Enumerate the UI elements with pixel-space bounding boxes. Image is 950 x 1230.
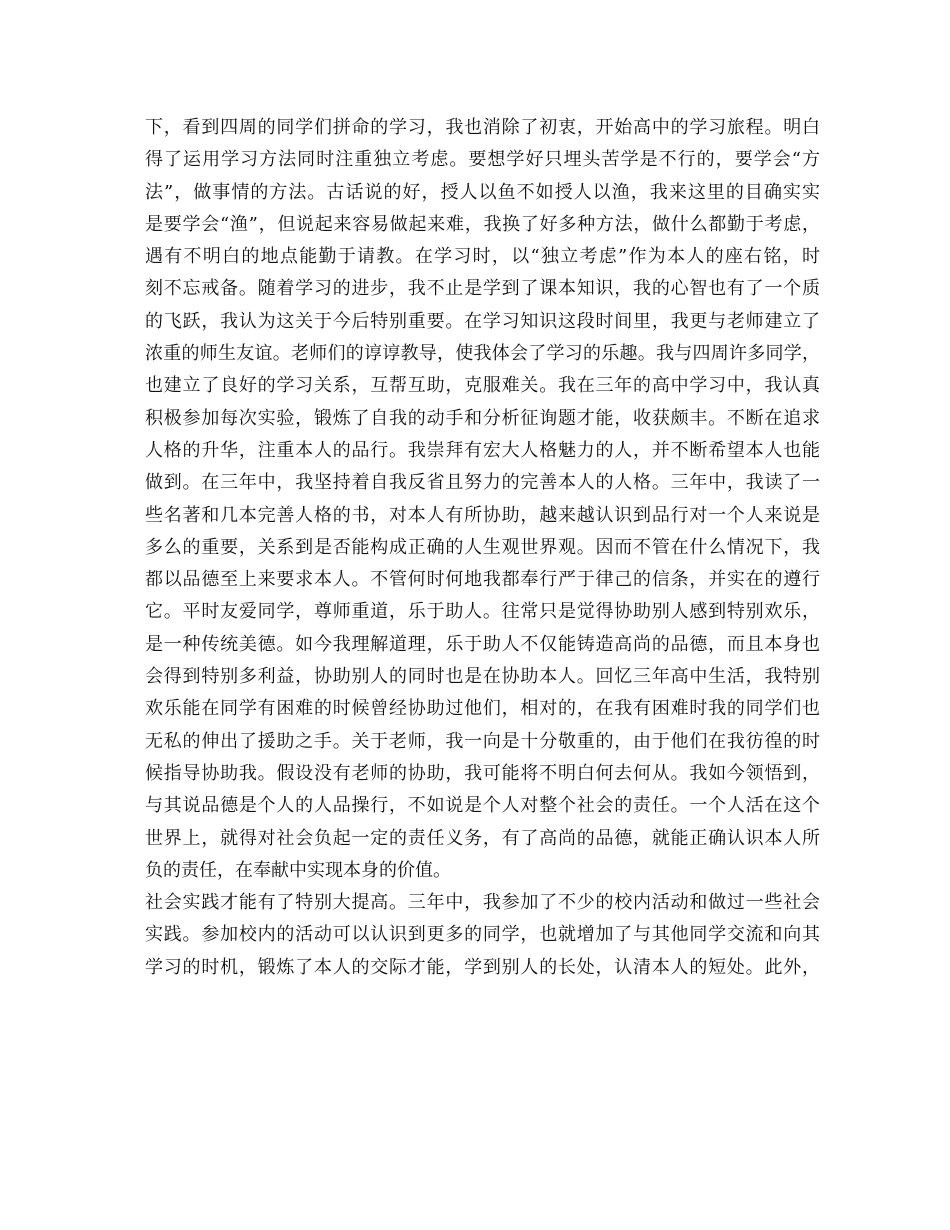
text-line: 也建立了良好的学习关系，互帮互助，克服难关。我在三年的高中学习中，我认真 xyxy=(145,375,820,397)
text-line: 是一种传统美德。如今我理解道理，乐于助人不仅能铸造高尚的品德，而且本身也 xyxy=(145,633,820,655)
text-line: 欢乐能在同学有困难的时候曾经协助过他们，相对的，在我有困难时我的同学们也 xyxy=(145,698,820,720)
text-line: 得了运用学习方法同时注重独立考虑。要想学好只埋头苦学是不行的，要学会“方 xyxy=(145,149,820,171)
text-line: 积极参加每次实验，锻炼了自我的动手和分析征询题才能，收获颇丰。不断在追求 xyxy=(145,407,820,429)
text-line: 无私的伸出了援助之手。关于老师，我一向是十分敬重的，由于他们在我彷徨的时 xyxy=(145,730,820,752)
text-line: 的飞跃，我认为这关于今后特别重要。在学习知识这段时间里，我更与老师建立了 xyxy=(145,310,820,332)
text-line: 做到。在三年中，我坚持着自我反省且努力的完善本人的人格。三年中，我读了一 xyxy=(145,472,820,494)
text-line: 世界上，就得对社会负起一定的责任义务，有了高尚的品德，就能正确认识本人所 xyxy=(145,827,820,849)
text-line: 实践。参加校内的活动可以认识到更多的同学，也就增加了与其他同学交流和向其 xyxy=(145,924,820,946)
text-line: 社会实践才能有了特别大提高。三年中，我参加了不少的校内活动和做过一些社会 xyxy=(145,892,820,914)
text-line: 负的责任，在奉献中实现本身的价值。 xyxy=(145,859,451,881)
text-line: 与其说品德是个人的人品操行，不如说是个人对整个社会的责任。一个人活在这个 xyxy=(145,795,820,817)
text-line: 学习的时机，锻炼了本人的交际才能，学到别人的长处，认清本人的短处。此外， xyxy=(145,956,820,978)
text-line: 人格的升华，注重本人的品行。我崇拜有宏大人格魅力的人，并不断希望本人也能 xyxy=(145,439,820,461)
text-line: 它。平时友爱同学，尊师重道，乐于助人。往常只是觉得协助别人感到特别欢乐， xyxy=(145,601,820,623)
text-line: 候指导协助我。假设没有老师的协助，我可能将不明白何去何从。我如今领悟到， xyxy=(145,762,820,784)
text-line: 法”，做事情的方法。古话说的好，授人以鱼不如授人以渔，我来这里的目确实实 xyxy=(145,181,820,203)
text-line: 下，看到四周的同学们拼命的学习，我也消除了初衷，开始高中的学习旅程。明白 xyxy=(145,117,820,138)
body-text xyxy=(145,112,820,984)
text-line: 会得到特别多利益，协助别人的同时也是在协助本人。回忆三年高中生活，我特别 xyxy=(145,666,820,688)
text-line: 都以品德至上来要求本人。不管何时何地我都奉行严于律己的信条，并实在的遵行 xyxy=(145,569,820,591)
text-line: 遇有不明白的地点能勤于请教。在学习时，以“独立考虑”作为本人的座右铭，时 xyxy=(145,246,820,268)
text-line: 浓重的师生友谊。老师们的谆谆教导，使我体会了学习的乐趣。我与四周许多同学， xyxy=(145,343,820,365)
text-line: 些名著和几本完善人格的书，对本人有所协助，越来越认识到品行对一个人来说是 xyxy=(145,504,820,526)
text-line: 是要学会“渔”，但说起来容易做起来难，我换了好多种方法，做什么都勤于考虑， xyxy=(145,213,820,235)
text-line: 多么的重要，关系到是否能构成正确的人生观世界观。因而不管在什么情况下，我 xyxy=(145,536,820,558)
text-line: 刻不忘戒备。随着学习的进步，我不止是学到了课本知识，我的心智也有了一个质 xyxy=(145,278,820,300)
